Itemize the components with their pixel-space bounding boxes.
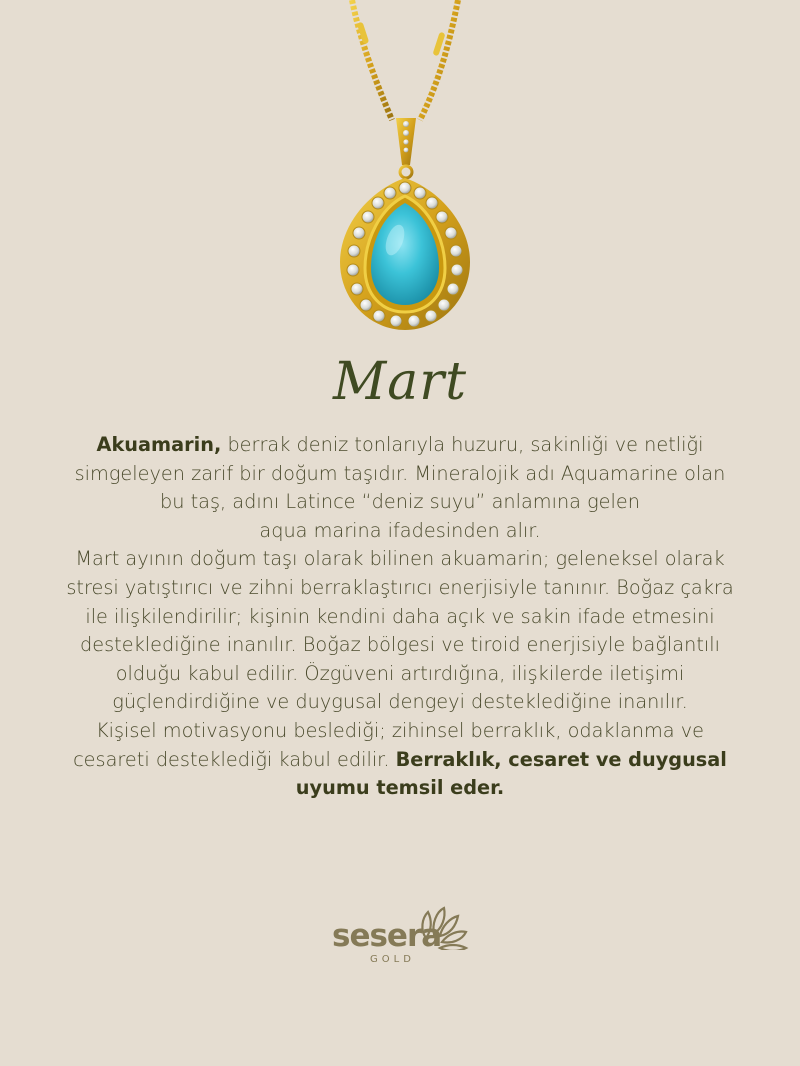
text-line — [30, 774, 770, 803]
text-line: aqua marina ifadesinden alır. — [259, 518, 541, 542]
text-line: bu taş, adını Latince “deniz suyu” anlamına gelen — [160, 490, 640, 514]
text-line: olduğu kabul edilir. Özgüveni artırdığına, ilişkilerde iletişimi — [115, 661, 685, 685]
pendant-necklace-image — [0, 0, 800, 340]
text-line: Akuamarin, berrak deniz tonlarıyla huzuru, sakinliği ve netliği — [96, 433, 704, 456]
month-title: Mart — [333, 352, 467, 412]
text-line: Kişisel motivasyonu beslediği; zihinsel berraklık, odaklanma ve — [95, 718, 704, 742]
brand-name: sesera — [332, 918, 442, 954]
text-line: ile ilişkilendirilir; kişinin kendini daha açık ve sakin ifade etmesini — [85, 604, 715, 628]
text-line: Mart ayının doğum taşı olarak bilinen akuamarin; geleneksel olarak — [75, 547, 725, 571]
summary-emphasis: Berraklık, cesaret ve duygusal — [395, 747, 727, 771]
brand-logo — [330, 904, 475, 970]
text-line: cesareti desteklediği kabul edilir. Berraklık, cesaret ve duygusal — [73, 747, 727, 771]
summary-emphasis-end: uyumu temsil eder. — [295, 776, 505, 800]
stone-name: Akuamarin, — [96, 433, 222, 456]
text-line: stresi yatıştırıcı ve zihni berraklaştırıcı enerjisiyle tanınır. Boğaz çakra — [66, 575, 734, 599]
birthstone-description — [30, 431, 770, 803]
text-line: desteklediğine inanılır. Boğaz bölgesi ve tiroid enerjisiyle bağlantılı — [80, 633, 720, 657]
brand-subtitle: GOLD — [370, 954, 415, 965]
text-line: simgeleyen zarif bir doğum taşıdır. Mineralojik adı Aquamarine olan — [74, 461, 726, 485]
text-line: güçlendirdiğine ve duygusal dengeyi desteklediğine inanılır. — [112, 690, 688, 714]
